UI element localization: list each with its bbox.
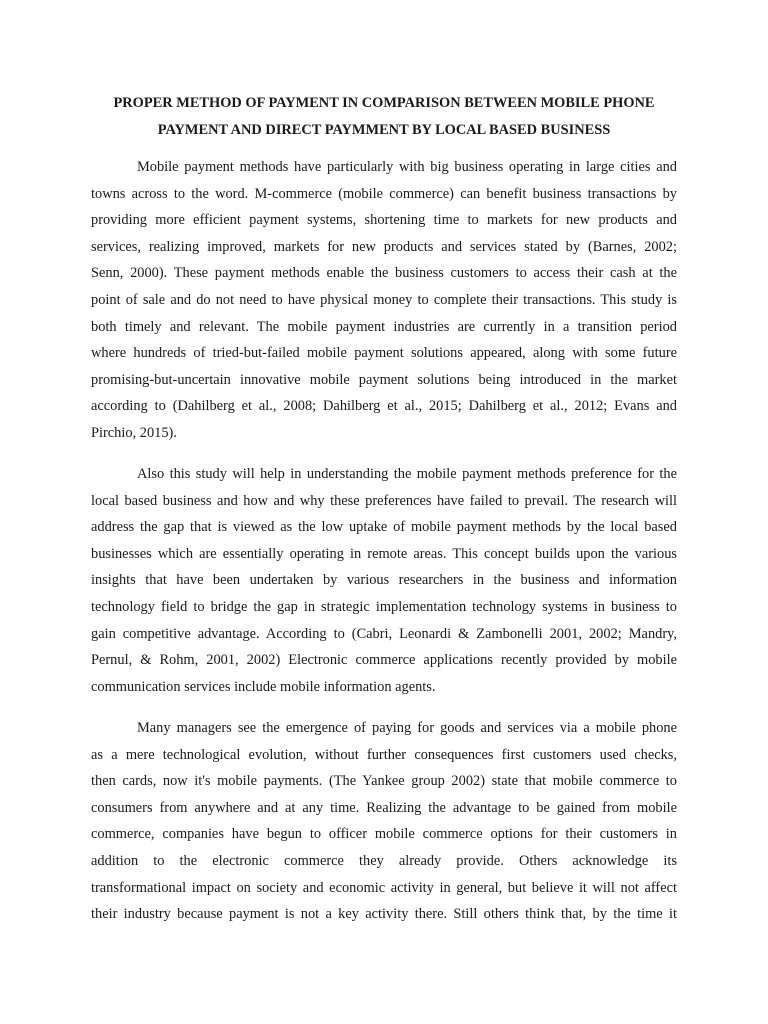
text-line: communication services include mobile information agents.	[91, 678, 436, 695]
text-line: promising-but-uncertain innovative mobile payment solutions being introduced in the market	[91, 371, 677, 388]
text-line: Many managers see the emergence of paying for goods and services via a mobile phone	[137, 720, 677, 736]
text-line: their industry because payment is not a key activity there. Still others think that, by the time it	[91, 906, 677, 923]
text-line: addition to the electronic commerce they already provide. Others acknowledge its	[91, 852, 677, 869]
text-line: towns across to the word. M-commerce (mobile commerce) can benefit business transactions by	[91, 185, 677, 202]
text-line: Also this study will help in understanding the mobile payment methods preference for the	[137, 466, 677, 482]
text-line: both timely and relevant. The mobile payment industries are currently in a transition period	[91, 318, 677, 335]
paragraph-3	[91, 715, 677, 928]
paragraph-2	[91, 461, 677, 700]
text-line: as a mere technological evolution, without further consequences first customers used checks,	[91, 746, 677, 763]
text-line: where hundreds of tried-but-failed mobile payment solutions appeared, along with some future	[91, 345, 677, 362]
text-line: commerce, companies have begun to officer mobile commerce options for their customers in	[91, 826, 677, 843]
text-line: Pirchio, 2015).	[91, 424, 177, 441]
text-line: Pernul, & Rohm, 2001, 2002) Electronic commerce applications recently provided by mobile	[91, 652, 677, 669]
text-line: address the gap that is viewed as the low uptake of mobile payment methods by the local based	[91, 519, 677, 536]
text-line: local based business and how and why these preferences have failed to prevail. The research will	[91, 492, 677, 509]
text-line: gain competitive advantage. According to (Cabri, Leonardi & Zambonelli 2001, 2002; Mandry,	[91, 625, 677, 642]
text-line: technology field to bridge the gap in strategic implementation technology systems in business to	[91, 598, 677, 615]
title-line: PROPER METHOD OF PAYMENT IN COMPARISON BETWEEN MOBILE PHONE	[113, 95, 655, 111]
paragraph-1	[91, 154, 677, 447]
document-title	[60, 90, 708, 143]
text-line: providing more efficient payment systems, shortening time to markets for new products and	[91, 212, 677, 229]
text-line: consumers from anywhere and at any time. Realizing the advantage to be gained from mobile	[91, 799, 677, 816]
text-line: Mobile payment methods have particularly with big business operating in large cities and	[137, 159, 677, 175]
text-line: businesses which are essentially operating in remote areas. This concept builds upon the various	[91, 545, 677, 562]
text-line: according to (Dahilberg et al., 2008; Dahilberg et al., 2015; Dahilberg et al., 2012; Evans and	[91, 398, 677, 415]
text-line: insights that have been undertaken by various researchers in the business and information	[91, 572, 677, 589]
text-line: then cards, now it's mobile payments. (The Yankee group 2002) state that mobile commerce to	[91, 773, 677, 790]
text-line: services, realizing improved, markets for new products and services stated by (Barnes, 2002;	[91, 238, 677, 255]
title-line: PAYMENT AND DIRECT PAYMMENT BY LOCAL BASED BUSINESS	[157, 121, 611, 138]
text-line: transformational impact on society and economic activity in general, but believe it will not affect	[91, 879, 677, 896]
text-line: Senn, 2000). These payment methods enable the business customers to access their cash at the	[91, 265, 677, 282]
text-line: point of sale and do not need to have physical money to complete their transactions. This study is	[91, 291, 677, 308]
